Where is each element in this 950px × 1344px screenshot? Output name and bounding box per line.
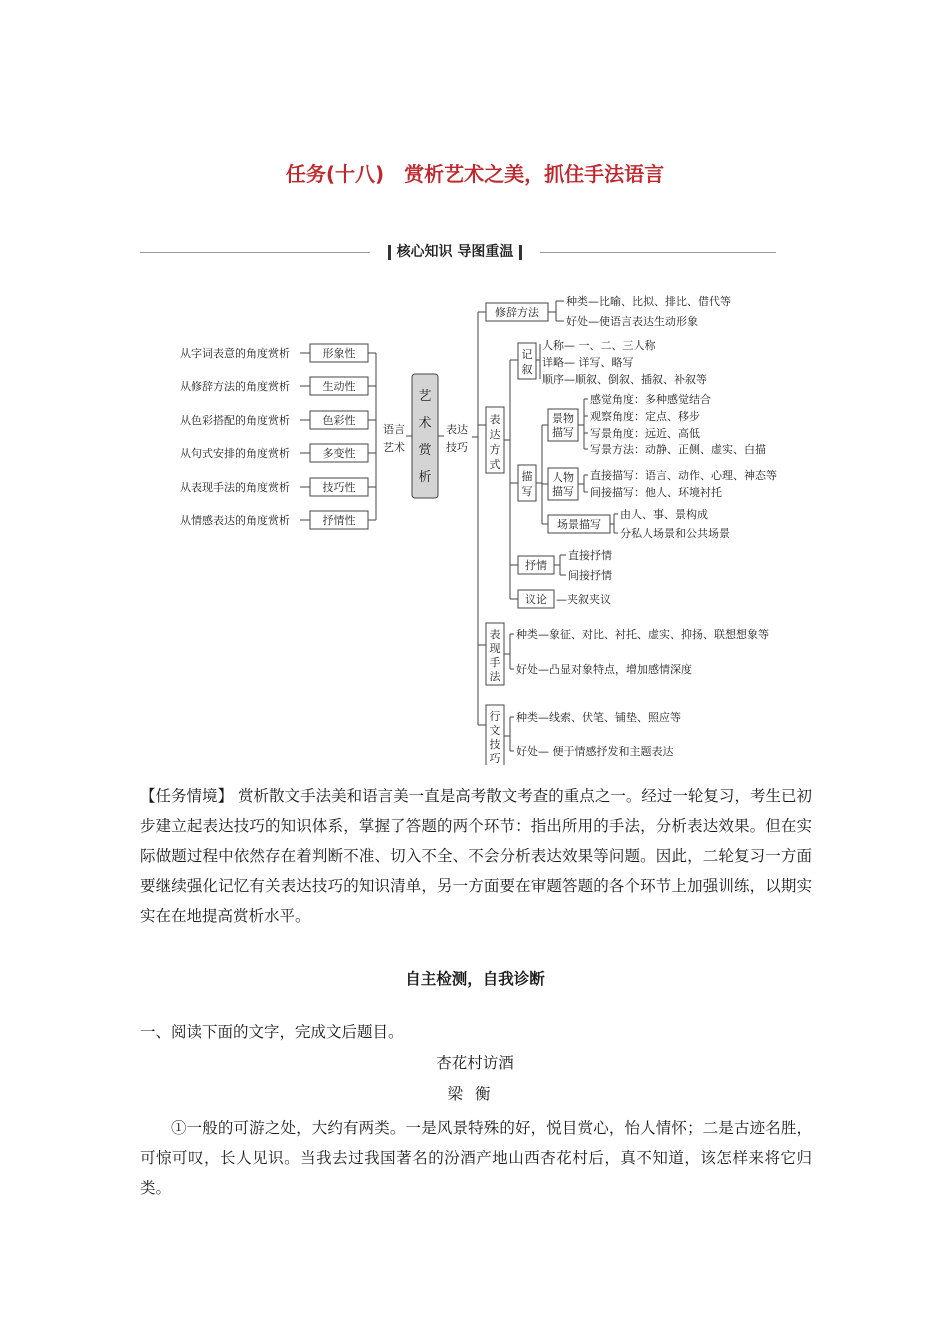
biaoda-fangshi-char: 达 xyxy=(489,428,501,441)
xingwen-char: 文 xyxy=(489,724,501,737)
renwu-item: 直接描写：语言、动作、心理、神态等 xyxy=(590,469,777,482)
yilun-item: —夹叙夹议 xyxy=(556,593,611,606)
banner-bar-right xyxy=(519,245,522,260)
biaoxian-char: 现 xyxy=(489,642,501,655)
left-label: 从情感表达的角度赏析 xyxy=(180,514,290,527)
biaoda-fangshi-char: 方 xyxy=(489,443,501,456)
left-label: 从表现手法的角度赏析 xyxy=(180,481,290,494)
left-box-label: 色彩性 xyxy=(322,414,356,427)
miaoxie-char: 描 xyxy=(521,470,533,483)
xingwen-char: 行 xyxy=(489,710,501,723)
changjing-box-label: 场景描写 xyxy=(557,518,601,531)
shuqing-box-label: 抒情 xyxy=(525,559,547,572)
article-author: 梁衡 xyxy=(447,1085,503,1103)
left-label: 从修辞方法的角度赏析 xyxy=(180,380,290,393)
jingwu-item: 写景角度：远近、高低 xyxy=(590,427,700,440)
jingwu-item: 观察角度：定点、移步 xyxy=(590,410,700,423)
left-box-label: 生动性 xyxy=(322,380,356,393)
question-instruction: 一、阅读下面的文字，完成文后题目。 xyxy=(140,1023,404,1041)
renwu-item: 间接描写：他人、环境衬托 xyxy=(590,486,722,499)
task-paragraph: 【任务情境】 赏析散文手法美和语言美一直是高考散文考查的重点之一。经过一轮复习，考生已初步建立起表达技巧的知识体系，掌握了答题的两个环节：指出所用的手法，分析表达效果。但在实际做题过程中依然存在着判断不准、切入不全、不会分析表达效果等问题。因此，二轮复习一方面要继续强化记忆有关表达技巧的知识清单，另一方面要在审题答题的各个环节上加强训练，以期实实在在地提高赏析水平。 xyxy=(140,787,812,925)
banner-line-left xyxy=(140,252,370,253)
xiuci-kind: 种类—比喻、比拟、排比、借代等 xyxy=(566,295,731,308)
changjing-item: 由人、事、景构成 xyxy=(620,508,708,521)
changjing-item: 分私人场景和公共场景 xyxy=(620,527,730,540)
mind-map xyxy=(0,285,950,765)
biaoxian-benefit: 好处—凸显对象特点，增加感情深度 xyxy=(516,663,692,676)
center-char: 赏 xyxy=(418,443,432,458)
left-label: 从色彩搭配的角度赏析 xyxy=(180,414,290,427)
banner-text: 核心知识 导图重温 xyxy=(396,244,514,260)
jingwu-box-label: 描写 xyxy=(552,426,574,439)
article-title: 杏花村访酒 xyxy=(436,1054,514,1072)
xingwen-kind: 种类—线索、伏笔、铺垫、照应等 xyxy=(516,711,681,724)
yuyan-label: 语言 xyxy=(383,423,405,436)
biaoda-jiqiao-label: 表达 xyxy=(446,423,468,436)
biaoxian-char: 法 xyxy=(489,670,501,683)
renwu-box-label: 人物 xyxy=(552,471,574,484)
left-box-label: 抒情性 xyxy=(322,514,356,527)
xiuci-benefit: 好处—使语言表达生动形象 xyxy=(566,315,698,328)
article-paragraph: ①一般的可游之处，大约有两类。一是风景特殊的好，悦目赏心，怡人情怀；二是古迹名胜，可惊可叹，长人见识。当我去过我国著名的汾酒产地山西杏花村后，真不知道，该怎样来将它归类。 xyxy=(140,1119,812,1197)
biaoxian-kind: 种类—象征、对比、衬托、虚实、抑扬、联想想象等 xyxy=(516,628,769,641)
yilun-box-label: 议论 xyxy=(525,593,547,606)
jingwu-item: 写景方法：动静、正侧、虚实、白描 xyxy=(590,443,766,456)
banner-line-right xyxy=(540,252,776,253)
left-label: 从字词表意的角度赏析 xyxy=(180,347,290,360)
banner-bar-left xyxy=(388,245,391,260)
shuqing-item: 间接抒情 xyxy=(568,569,612,582)
jixu-item: 人称— 一、二、三人称 xyxy=(542,339,656,352)
jixu-item: 顺序—顺叙、倒叙、插叙、补叙等 xyxy=(542,373,707,386)
center-char: 析 xyxy=(418,470,432,485)
jingwu-box-label: 景物 xyxy=(552,412,574,425)
left-box-label: 多变性 xyxy=(322,447,356,460)
biaoda-fangshi-char: 表 xyxy=(489,413,501,426)
yuyan-label: 艺术 xyxy=(383,441,405,454)
jixu-item: 详略— 详写、略写 xyxy=(542,356,634,369)
left-box-label: 形象性 xyxy=(322,347,356,360)
renwu-box-label: 描写 xyxy=(552,485,574,498)
xingwen-char: 巧 xyxy=(489,752,501,765)
xingwen-char: 技 xyxy=(489,738,501,751)
biaoda-jiqiao-label: 技巧 xyxy=(446,441,468,454)
shuqing-item: 直接抒情 xyxy=(568,549,612,562)
page-title: 任务(十八) 赏析艺术之美，抓住手法语言 xyxy=(285,162,665,186)
left-label: 从句式安排的角度赏析 xyxy=(180,447,290,460)
center-char: 艺 xyxy=(418,389,432,404)
jingwu-item: 感觉角度：多种感觉结合 xyxy=(590,393,711,406)
biaoxian-char: 手 xyxy=(489,656,501,669)
xingwen-benefit: 好处— 便于情感抒发和主题表达 xyxy=(516,745,674,758)
jixu-char: 叙 xyxy=(521,363,533,376)
xiuci-box-label: 修辞方法 xyxy=(495,306,539,319)
section-title: 自主检测，自我诊断 xyxy=(405,969,545,988)
jixu-char: 记 xyxy=(521,348,533,361)
center-char: 术 xyxy=(418,416,432,431)
biaoxian-char: 表 xyxy=(489,628,501,641)
biaoda-fangshi-char: 式 xyxy=(489,458,501,471)
left-box-label: 技巧性 xyxy=(322,481,356,494)
section-banner xyxy=(370,241,540,263)
miaoxie-char: 写 xyxy=(521,485,533,498)
left-branch xyxy=(180,344,376,529)
